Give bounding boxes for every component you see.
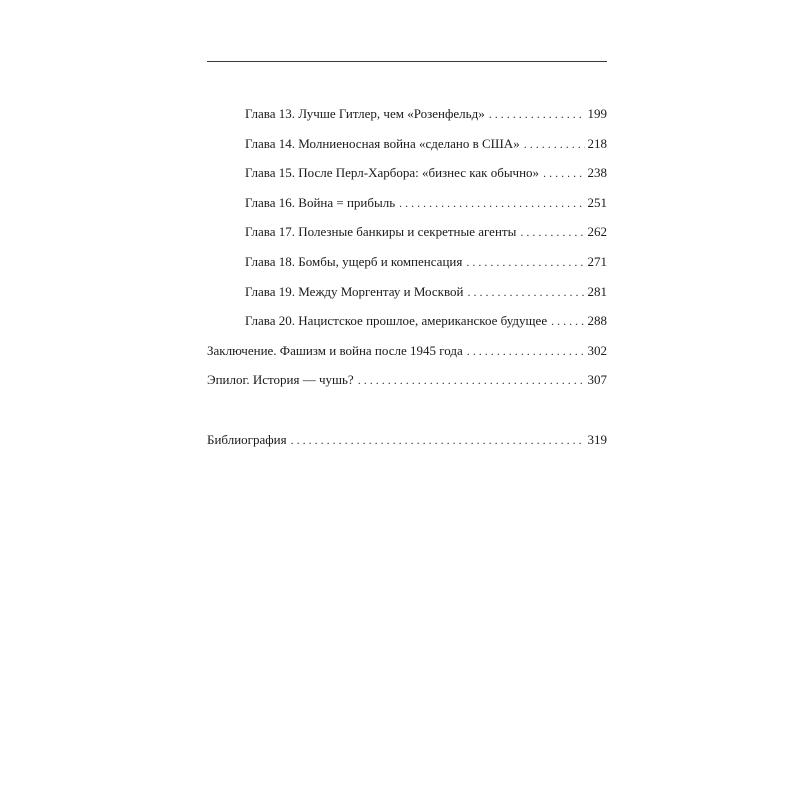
dot-leader <box>485 106 585 122</box>
toc-entry <box>207 224 607 254</box>
toc-entry <box>207 254 607 284</box>
toc-entry-page: 251 <box>587 194 607 210</box>
toc-entry <box>207 195 607 225</box>
toc-entry-page: 302 <box>587 342 607 358</box>
toc-entry <box>207 343 607 373</box>
dot-leader <box>516 224 585 240</box>
dot-leader <box>287 432 585 448</box>
toc-entry-title: Глава 17. Полезные банкиры и секретные агенты <box>245 224 517 240</box>
toc-entry-page: 271 <box>587 253 607 269</box>
toc-entry-title: Глава 18. Бомбы, ущерб и компенсация <box>245 253 463 269</box>
toc-entry-page: 307 <box>587 372 607 388</box>
table-of-contents <box>207 106 607 461</box>
header-rule <box>207 61 607 62</box>
dot-leader <box>547 313 585 329</box>
dot-leader <box>520 136 585 152</box>
toc-entry-page: 288 <box>587 313 607 329</box>
toc-entry-page: 238 <box>587 165 607 181</box>
toc-entry <box>207 313 607 343</box>
toc-entry-title: Глава 19. Между Моргентау и Москвой <box>245 283 464 299</box>
dot-leader <box>462 254 585 270</box>
toc-entry-title: Глава 13. Лучше Гитлер, чем «Розенфельд» <box>245 106 485 121</box>
toc-entry-title: Глава 15. После Перл-Харбора: «бизнес как обычно» <box>245 165 540 181</box>
toc-entry <box>207 136 607 166</box>
toc-entry <box>207 284 607 314</box>
toc-entry <box>207 106 607 136</box>
dot-leader <box>463 343 585 359</box>
toc-entry <box>207 432 607 462</box>
dot-leader <box>354 372 585 388</box>
toc-entry-title: Глава 20. Нацистское прошлое, американское будущее <box>245 313 548 329</box>
toc-entry-title: Библиография <box>207 431 287 447</box>
toc-entry-title: Заключение. Фашизм и война после 1945 года <box>207 342 463 358</box>
toc-entry-page: 218 <box>587 135 607 151</box>
toc-entry-title: Глава 14. Молниеносная война «сделано в США» <box>245 135 520 151</box>
dot-leader <box>463 284 585 300</box>
toc-entry <box>207 372 607 402</box>
toc-entry-title: Эпилог. История — чушь? <box>207 372 354 388</box>
toc-entry-page: 319 <box>587 431 607 447</box>
toc-entry <box>207 165 607 195</box>
toc-entry-page: 199 <box>587 106 607 121</box>
dot-leader <box>539 165 585 181</box>
toc-entry-title: Глава 16. Война = прибыль <box>245 194 396 210</box>
dot-leader <box>395 195 585 211</box>
toc-entry-page: 281 <box>587 283 607 299</box>
toc-entry-page: 262 <box>587 224 607 240</box>
